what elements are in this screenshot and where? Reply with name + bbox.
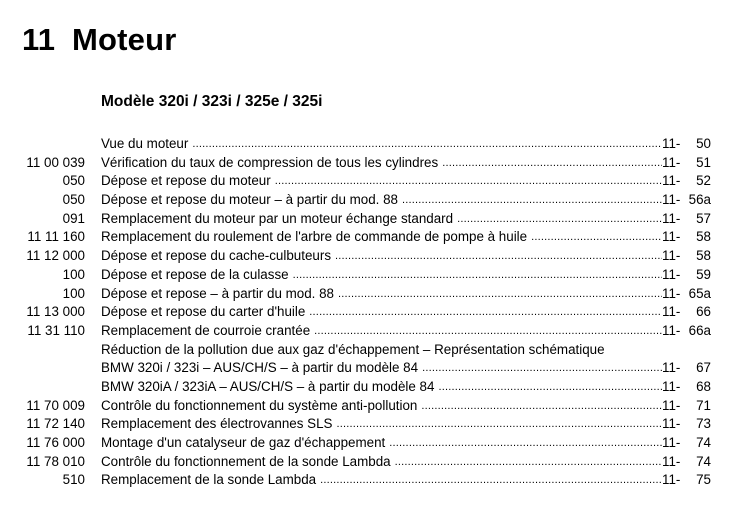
toc-entry xyxy=(101,210,662,229)
entry-title: Vérification du taux de compression de tous les cylindres xyxy=(101,154,439,170)
toc-entry xyxy=(101,228,662,247)
page-number: 51 xyxy=(696,154,711,170)
entry-title: BMW 320i / 323i – AUS/CH/S – à partir du modèle 84 xyxy=(101,360,419,376)
toc-entry xyxy=(101,378,662,397)
entry-title: Remplacement des électrovannes SLS xyxy=(101,416,333,432)
toc-row xyxy=(0,135,753,154)
page-number: 73 xyxy=(696,416,711,432)
toc-entry xyxy=(101,415,662,434)
page-chapter-prefix: 11- xyxy=(662,472,681,488)
dot-leader xyxy=(293,266,662,285)
page-chapter-prefix: 11- xyxy=(662,210,681,226)
page-number: 66a xyxy=(688,322,711,338)
toc-row xyxy=(0,359,753,378)
page-number: 71 xyxy=(696,397,711,413)
entry-title: BMW 320iA / 323iA – AUS/CH/S – à partir du modèle 84 xyxy=(101,378,435,394)
page-chapter-prefix: 11- xyxy=(662,136,681,151)
page-chapter-prefix: 11- xyxy=(662,248,681,264)
operation-code: 11 70 009 xyxy=(26,397,85,413)
page-number: 58 xyxy=(696,229,711,245)
toc-entry xyxy=(101,266,662,285)
dot-leader xyxy=(338,285,662,304)
entry-title: Dépose et repose du moteur – à partir du mod. 88 xyxy=(101,192,399,208)
toc-row xyxy=(0,303,753,322)
page-number: 66 xyxy=(696,304,711,320)
operation-code: 11 11 160 xyxy=(27,229,85,245)
entry-title: Dépose et repose du cache-culbuteurs xyxy=(101,248,332,264)
entry-title: Dépose et repose – à partir du mod. 88 xyxy=(101,285,334,301)
page-number: 50 xyxy=(696,136,711,151)
toc-row xyxy=(0,378,753,397)
page-chapter-prefix: 11- xyxy=(662,285,681,301)
page-chapter-prefix: 11- xyxy=(662,304,681,320)
page-chapter-prefix: 11- xyxy=(662,360,681,376)
entry-title: Remplacement du moteur par un moteur échange standard xyxy=(101,210,454,226)
entry-title: Dépose et repose de la culasse xyxy=(101,266,289,282)
dot-leader xyxy=(275,172,662,191)
dot-leader xyxy=(337,415,663,434)
chapter-title: Moteur xyxy=(72,22,177,57)
toc-row xyxy=(0,434,753,453)
toc-row xyxy=(0,341,753,360)
page-number: 74 xyxy=(696,453,711,469)
toc-entry xyxy=(101,471,662,490)
toc-row xyxy=(0,191,753,210)
dot-leader xyxy=(531,228,662,247)
entry-title: Vue du moteur xyxy=(101,136,189,151)
toc-row xyxy=(0,172,753,191)
dot-leader xyxy=(438,378,662,397)
dot-leader xyxy=(309,303,662,322)
page-chapter-prefix: 11- xyxy=(662,322,681,338)
operation-code: 11 76 000 xyxy=(26,435,85,450)
dot-leader xyxy=(421,397,662,416)
toc-row xyxy=(0,228,753,247)
entry-title: Dépose et repose du moteur xyxy=(101,173,271,189)
page-chapter-prefix: 11- xyxy=(662,416,681,432)
entry-title: Montage d'un catalyseur de gaz d'échappement xyxy=(101,435,386,450)
operation-code: 11 12 000 xyxy=(26,248,85,264)
dot-leader xyxy=(395,453,662,472)
page-chapter-prefix: 11- xyxy=(662,229,681,245)
toc-row xyxy=(0,322,753,341)
operation-code: 091 xyxy=(62,210,85,226)
toc-entry xyxy=(101,191,662,210)
toc-row xyxy=(0,285,753,304)
page-chapter-prefix: 11- xyxy=(662,192,681,208)
toc-row xyxy=(0,247,753,266)
toc-entry xyxy=(101,434,662,453)
dot-leader xyxy=(422,359,662,378)
toc-entry xyxy=(101,172,662,191)
operation-code: 11 00 039 xyxy=(26,154,85,170)
page-chapter-prefix: 11- xyxy=(662,173,681,189)
toc-entry xyxy=(101,359,662,378)
chapter-heading xyxy=(22,22,177,58)
operation-code: 11 31 110 xyxy=(27,322,85,338)
toc-entry xyxy=(101,397,662,416)
toc-entry xyxy=(101,341,662,360)
toc-entry xyxy=(101,285,662,304)
page-chapter-prefix: 11- xyxy=(662,378,681,394)
operation-code: 100 xyxy=(62,285,85,301)
toc-row xyxy=(0,415,753,434)
toc-row xyxy=(0,471,753,490)
toc-row xyxy=(0,266,753,285)
operation-code: 510 xyxy=(62,472,85,488)
operation-code: 11 13 000 xyxy=(26,304,85,320)
page-number: 75 xyxy=(696,472,711,488)
page-number: 58 xyxy=(696,248,711,264)
table-of-contents xyxy=(0,135,753,490)
operation-code: 050 xyxy=(62,173,85,189)
toc-entry xyxy=(101,154,662,173)
entry-title: Remplacement de la sonde Lambda xyxy=(101,472,317,488)
operation-code: 050 xyxy=(62,192,85,208)
model-subtitle: Modèle 320i / 323i / 325e / 325i xyxy=(101,93,323,110)
entry-title: Remplacement de courroie crantée xyxy=(101,322,311,338)
dot-leader xyxy=(402,191,662,210)
dot-leader xyxy=(192,135,662,154)
page-number: 52 xyxy=(696,173,711,189)
page-number: 65a xyxy=(688,285,711,301)
dot-leader xyxy=(389,434,662,453)
page-chapter-prefix: 11- xyxy=(662,435,681,450)
page-number: 59 xyxy=(696,266,711,282)
page-chapter-prefix: 11- xyxy=(662,397,681,413)
entry-title: Contrôle du fonctionnement de la sonde Lambda xyxy=(101,453,391,469)
toc-entry xyxy=(101,322,662,341)
entry-title: Dépose et repose du carter d'huile xyxy=(101,304,306,320)
toc-entry xyxy=(101,303,662,322)
dot-leader xyxy=(320,471,662,490)
page-chapter-prefix: 11- xyxy=(662,453,681,469)
toc-row xyxy=(0,397,753,416)
toc-entry xyxy=(101,247,662,266)
dot-leader xyxy=(457,210,662,229)
dot-leader xyxy=(314,322,662,341)
page-number: 67 xyxy=(696,360,711,376)
page-number: 68 xyxy=(696,378,711,394)
toc-entry xyxy=(101,453,662,472)
page-number: 57 xyxy=(696,210,711,226)
page-number: 56a xyxy=(688,192,711,208)
toc-row xyxy=(0,453,753,472)
toc-row xyxy=(0,210,753,229)
entry-title: Remplacement du roulement de l'arbre de commande de pompe à huile xyxy=(101,229,528,245)
operation-code: 11 78 010 xyxy=(26,453,85,469)
page-number: 74 xyxy=(696,435,711,450)
page-chapter-prefix: 11- xyxy=(662,266,681,282)
toc-row xyxy=(0,154,753,173)
entry-title: Contrôle du fonctionnement du système anti-pollution xyxy=(101,397,418,413)
entry-title: Réduction de la pollution due aux gaz d'échappement – Représentation schématique xyxy=(101,341,605,357)
dot-leader xyxy=(335,247,662,266)
page-chapter-prefix: 11- xyxy=(662,154,681,170)
dot-leader xyxy=(442,154,662,173)
toc-entry xyxy=(101,135,662,154)
operation-code: 11 72 140 xyxy=(26,416,85,432)
operation-code: 100 xyxy=(62,266,85,282)
chapter-number: 11 xyxy=(22,22,56,57)
